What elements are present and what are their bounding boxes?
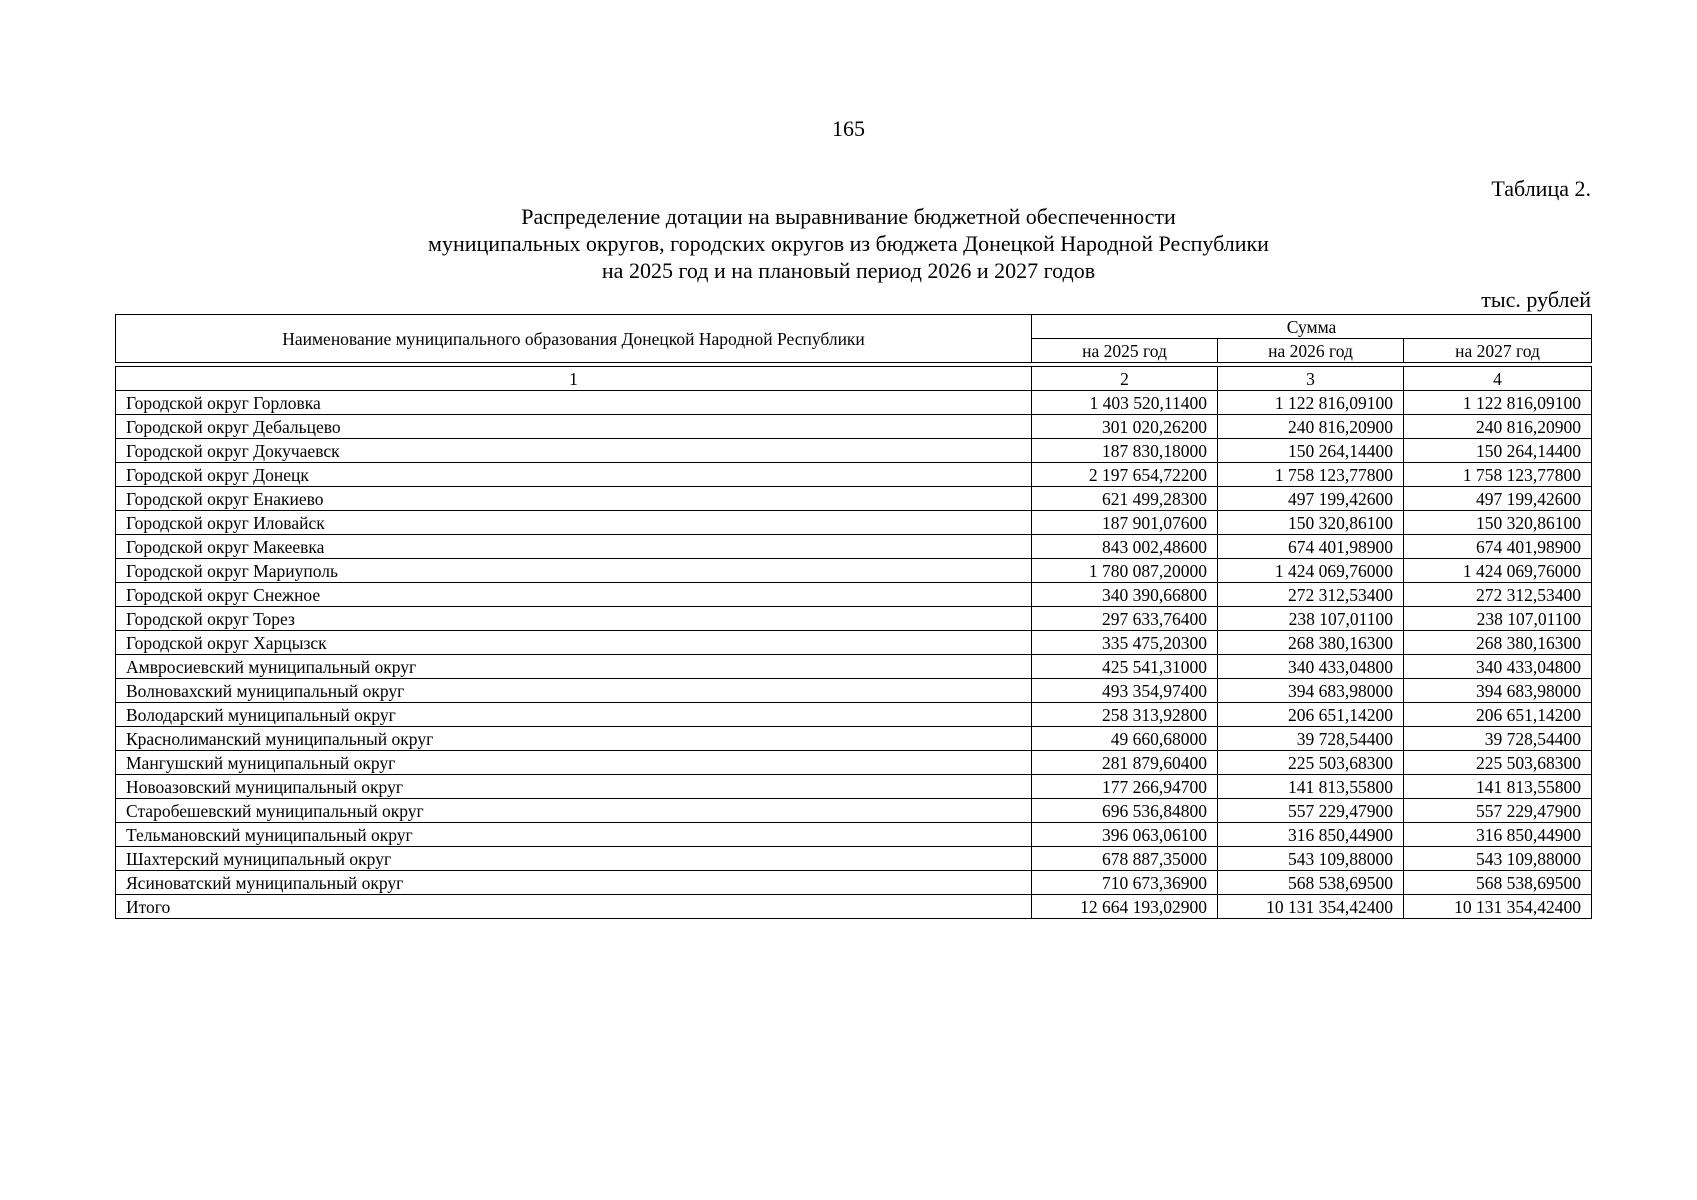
value-2025: 710 673,36900 <box>1032 871 1218 895</box>
value-2026: 206 651,14200 <box>1218 703 1404 727</box>
value-2025: 843 002,48600 <box>1032 535 1218 559</box>
table-row <box>116 799 1592 823</box>
value-2026: 543 109,88000 <box>1218 847 1404 871</box>
row-name: Городской округ Макеевка <box>116 535 1032 559</box>
value-2027: 240 816,20900 <box>1404 415 1592 439</box>
table-row <box>116 583 1592 607</box>
value-2026: 240 816,20900 <box>1218 415 1404 439</box>
value-2026: 272 312,53400 <box>1218 583 1404 607</box>
value-2026: 1 758 123,77800 <box>1218 463 1404 487</box>
value-2027: 272 312,53400 <box>1404 583 1592 607</box>
row-name: Городской округ Снежное <box>116 583 1032 607</box>
value-2025: 493 354,97400 <box>1032 679 1218 703</box>
value-2026: 557 229,47900 <box>1218 799 1404 823</box>
page-number: 165 <box>832 116 865 141</box>
table-row <box>116 631 1592 655</box>
column-number: 1 <box>116 367 1032 391</box>
value-2027: 568 538,69500 <box>1404 871 1592 895</box>
title-line: муниципальных округов, городских округов из бюджета Донецкой Народной Республики <box>428 231 1269 256</box>
value-2027: 206 651,14200 <box>1404 703 1592 727</box>
table-title <box>0 203 1697 284</box>
value-2026: 394 683,98000 <box>1218 679 1404 703</box>
column-number: 2 <box>1032 367 1218 391</box>
value-2027: 674 401,98900 <box>1404 535 1592 559</box>
header-year-2026: на 2026 год <box>1218 339 1404 363</box>
table-label: Таблица 2. <box>1491 176 1591 201</box>
table-row <box>116 607 1592 631</box>
value-2027: 141 813,55800 <box>1404 775 1592 799</box>
value-2025: 1 403 520,11400 <box>1032 391 1218 415</box>
value-2027: 10 131 354,42400 <box>1404 895 1592 919</box>
table-row <box>116 511 1592 535</box>
row-name: Мангушский муниципальный округ <box>116 751 1032 775</box>
value-2025: 396 063,06100 <box>1032 823 1218 847</box>
row-name: Володарский муниципальный округ <box>116 703 1032 727</box>
units-label: тыс. рублей <box>1481 287 1591 312</box>
table-row <box>116 703 1592 727</box>
row-name: Итого <box>116 895 1032 919</box>
value-2027: 39 728,54400 <box>1404 727 1592 751</box>
row-name: Городской округ Горловка <box>116 391 1032 415</box>
value-2026: 268 380,16300 <box>1218 631 1404 655</box>
row-name: Старобешевский муниципальный округ <box>116 799 1032 823</box>
row-name: Ясиноватский муниципальный округ <box>116 871 1032 895</box>
value-2025: 696 536,84800 <box>1032 799 1218 823</box>
value-2027: 340 433,04800 <box>1404 655 1592 679</box>
table-row <box>116 463 1592 487</box>
value-2026: 1 424 069,76000 <box>1218 559 1404 583</box>
row-name: Городской округ Торез <box>116 607 1032 631</box>
table-row <box>116 679 1592 703</box>
row-name: Городской округ Мариуполь <box>116 559 1032 583</box>
value-2025: 425 541,31000 <box>1032 655 1218 679</box>
value-2025: 281 879,60400 <box>1032 751 1218 775</box>
table-row <box>116 391 1592 415</box>
row-name: Городской округ Енакиево <box>116 487 1032 511</box>
value-2025: 2 197 654,72200 <box>1032 463 1218 487</box>
title-line: на 2025 год и на плановый период 2026 и 2027 годов <box>601 258 1096 283</box>
value-2027: 150 320,86100 <box>1404 511 1592 535</box>
value-2027: 238 107,01100 <box>1404 607 1592 631</box>
table-body <box>116 391 1592 919</box>
value-2026: 141 813,55800 <box>1218 775 1404 799</box>
value-2025: 1 780 087,20000 <box>1032 559 1218 583</box>
value-2027: 316 850,44900 <box>1404 823 1592 847</box>
value-2026: 316 850,44900 <box>1218 823 1404 847</box>
row-name: Тельмановский муниципальный округ <box>116 823 1032 847</box>
value-2025: 177 266,94700 <box>1032 775 1218 799</box>
title-line: Распределение дотации на выравнивание бюджетной обеспеченности <box>521 204 1176 229</box>
table-row <box>116 823 1592 847</box>
table-row <box>116 727 1592 751</box>
value-2025: 678 887,35000 <box>1032 847 1218 871</box>
value-2025: 301 020,26200 <box>1032 415 1218 439</box>
value-2026: 225 503,68300 <box>1218 751 1404 775</box>
row-name: Городской округ Донецк <box>116 463 1032 487</box>
value-2026: 568 538,69500 <box>1218 871 1404 895</box>
value-2026: 674 401,98900 <box>1218 535 1404 559</box>
value-2025: 187 901,07600 <box>1032 511 1218 535</box>
row-name: Краснолиманский муниципальный округ <box>116 727 1032 751</box>
value-2027: 1 122 816,09100 <box>1404 391 1592 415</box>
table-row <box>116 487 1592 511</box>
table-row <box>116 775 1592 799</box>
table-row <box>116 559 1592 583</box>
header-year-2025: на 2025 год <box>1032 339 1218 363</box>
value-2026: 340 433,04800 <box>1218 655 1404 679</box>
value-2027: 394 683,98000 <box>1404 679 1592 703</box>
row-name: Городской округ Докучаевск <box>116 439 1032 463</box>
value-2026: 238 107,01100 <box>1218 607 1404 631</box>
value-2026: 497 199,42600 <box>1218 487 1404 511</box>
value-2026: 10 131 354,42400 <box>1218 895 1404 919</box>
column-number: 4 <box>1404 367 1592 391</box>
value-2026: 150 264,14400 <box>1218 439 1404 463</box>
value-2027: 557 229,47900 <box>1404 799 1592 823</box>
value-2025: 340 390,66800 <box>1032 583 1218 607</box>
table-row <box>116 535 1592 559</box>
header-year-2027: на 2027 год <box>1404 339 1592 363</box>
table-row <box>116 655 1592 679</box>
row-name: Новоазовский муниципальный округ <box>116 775 1032 799</box>
row-name: Городской округ Харцызск <box>116 631 1032 655</box>
value-2025: 187 830,18000 <box>1032 439 1218 463</box>
header-sum: Сумма <box>1032 315 1592 339</box>
value-2025: 621 499,28300 <box>1032 487 1218 511</box>
value-2026: 39 728,54400 <box>1218 727 1404 751</box>
value-2025: 49 660,68000 <box>1032 727 1218 751</box>
value-2027: 150 264,14400 <box>1404 439 1592 463</box>
value-2027: 1 424 069,76000 <box>1404 559 1592 583</box>
table-row <box>116 439 1592 463</box>
value-2026: 1 122 816,09100 <box>1218 391 1404 415</box>
row-name: Волновахский муниципальный округ <box>116 679 1032 703</box>
value-2025: 335 475,20300 <box>1032 631 1218 655</box>
table-row <box>116 871 1592 895</box>
value-2025: 12 664 193,02900 <box>1032 895 1218 919</box>
value-2027: 543 109,88000 <box>1404 847 1592 871</box>
value-2025: 297 633,76400 <box>1032 607 1218 631</box>
row-name: Городской округ Дебальцево <box>116 415 1032 439</box>
value-2027: 1 758 123,77800 <box>1404 463 1592 487</box>
value-2027: 225 503,68300 <box>1404 751 1592 775</box>
value-2026: 150 320,86100 <box>1218 511 1404 535</box>
table-row <box>116 415 1592 439</box>
row-name: Городской округ Иловайск <box>116 511 1032 535</box>
table-row <box>116 751 1592 775</box>
column-number: 3 <box>1218 367 1404 391</box>
row-name: Амвросиевский муниципальный округ <box>116 655 1032 679</box>
value-2027: 268 380,16300 <box>1404 631 1592 655</box>
row-name: Шахтерский муниципальный округ <box>116 847 1032 871</box>
value-2025: 258 313,92800 <box>1032 703 1218 727</box>
distribution-table <box>115 314 1592 919</box>
header-name: Наименование муниципального образования Донецкой Народной Республики <box>116 315 1032 363</box>
value-2027: 497 199,42600 <box>1404 487 1592 511</box>
table-row <box>116 847 1592 871</box>
table-row <box>116 895 1592 919</box>
